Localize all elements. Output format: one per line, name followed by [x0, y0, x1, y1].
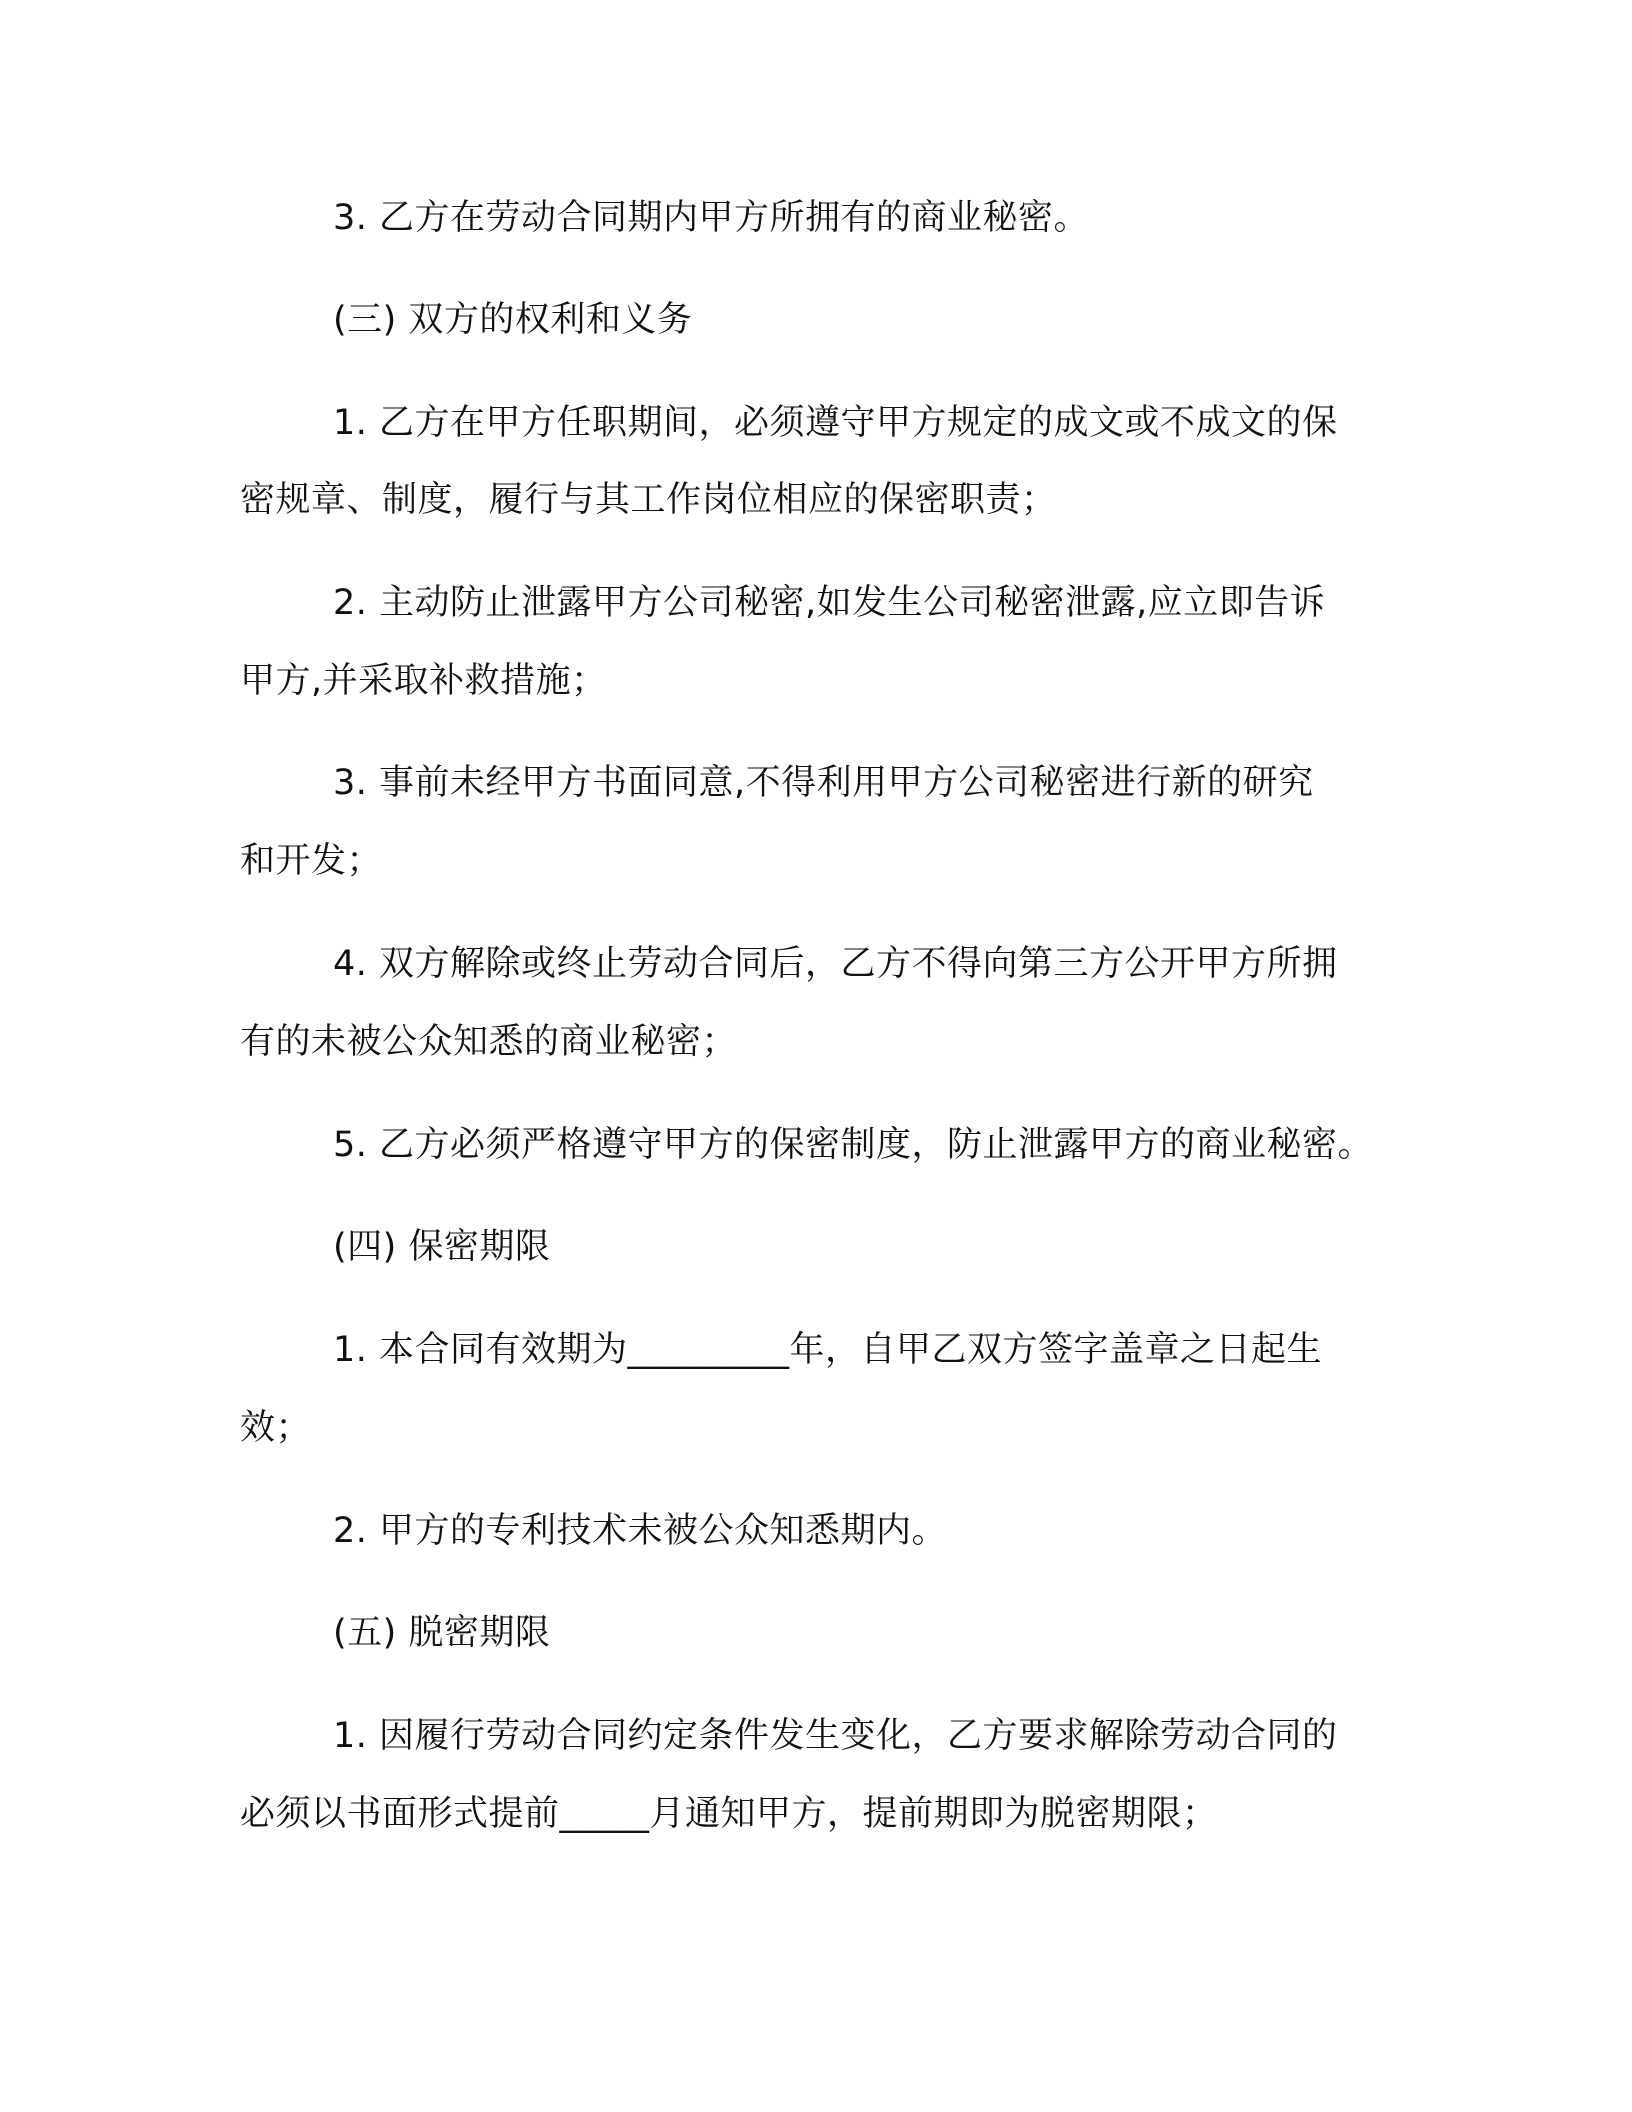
- rights-clause-4-line-2: 有的未被公众知悉的商业秘密；: [240, 1022, 738, 1062]
- rights-clause-3-line-2: 和开发；: [240, 841, 383, 881]
- rights-clause-5-text: 5. 乙方必须严格遵守甲方的保密制度，防止泄露甲方的商业秘密。: [333, 1125, 1374, 1165]
- declass-clause-1-line-2: 必须以书面形式提前_____月通知甲方，提前期即为脱密期限；: [240, 1794, 1218, 1834]
- rights-clause-2-line-1: 2. 主动防止泄露甲方公司秘密,如发生公司秘密泄露,应立即告诉: [333, 583, 1326, 623]
- rights-clause-3-line-1: 3. 事前未经甲方书面同意,不得利用甲方公司秘密进行新的研究: [333, 763, 1314, 803]
- declass-clause-1-line-1: 1. 因履行劳动合同约定条件发生变化，乙方要求解除劳动合同的: [333, 1716, 1338, 1756]
- rights-clause-1-line-1: 1. 乙方在甲方任职期间，必须遵守甲方规定的成文或不成文的保: [333, 403, 1338, 443]
- section-5-heading: (五) 脱密期限: [333, 1613, 551, 1653]
- section-3-heading: (三) 双方的权利和义务: [333, 300, 693, 340]
- rights-clause-1-line-2: 密规章、制度，履行与其工作岗位相应的保密职责；: [240, 480, 1057, 520]
- rights-clause-4-line-1: 4. 双方解除或终止劳动合同后，乙方不得向第三方公开甲方所拥: [333, 944, 1338, 984]
- term-clause-1-line-2: 效；: [240, 1408, 312, 1448]
- rights-clause-2-line-2: 甲方,并采取补救措施；: [240, 661, 607, 701]
- section-4-heading: (四) 保密期限: [333, 1227, 551, 1267]
- term-clause-1-line-1: 1. 本合同有效期为_________年，自甲乙双方签字盖章之日起生: [333, 1330, 1323, 1370]
- term-clause-2-text: 2. 甲方的专利技术未被公众知悉期内。: [333, 1511, 948, 1551]
- clause-3-text: 3. 乙方在劳动合同期内甲方所拥有的商业秘密。: [333, 198, 1090, 238]
